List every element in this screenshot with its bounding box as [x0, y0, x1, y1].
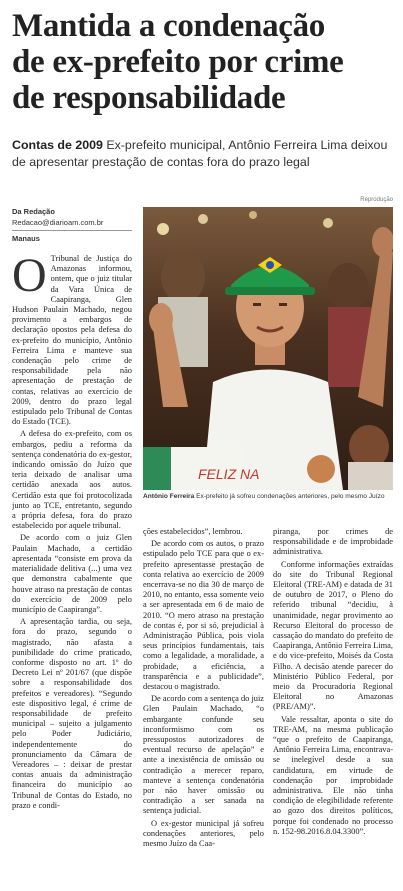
- caption-name: Antônio Ferreira: [143, 493, 195, 500]
- article-column-3: [273, 527, 393, 888]
- byline: [12, 206, 103, 228]
- paragraph: Tribunal de Justiça do Amazonas informou, ontem, que o juiz titular da Vara Única de Caapiranga, Glen Hudson Paulain Machado, negou provimento a embargos de declaração opostos pela defesa do ex-prefeito do município, Antônio Ferreira Lima e manteve sua condenação pelo crime de responsabilidade pela não apresentação de prestação de contas, relativas ao exercício de 2009, dentro do prazo legal estipulado pelo Tribunal de Contas do Estado (TCE).: [12, 254, 132, 427]
- photo-illustration: [143, 207, 393, 490]
- photo-credit: Reprodução: [360, 197, 393, 203]
- caption-text: Ex-prefeito já sofreu condenações anteriores, pelo mesmo Juízo: [194, 493, 385, 500]
- subheadline-text: Ex-prefeito municipal, Antônio Ferreira Lima deixou de apresentar prestação de contas fora do prazo legal: [12, 138, 388, 169]
- paragraph: A defesa do ex-prefeito, com os embargos, pediu a reforma da sentença condenatória do ex-gestor, indicando omissão do Juízo que teria deixado de analisar uma certidão anexada aos autos. Certidão esta que foi protocolizada junto ao TCE, entretanto, segundo a própria defesa, fora do prazo estabelecido por aquele tribunal.: [12, 429, 132, 531]
- headline-line-1: Mantida a condenação: [12, 8, 326, 44]
- news-photo: [143, 207, 393, 490]
- byline-author: Da Redação: [12, 207, 55, 216]
- section-label: Manaus: [12, 234, 40, 243]
- banner-text: FELIZ NA: [198, 466, 260, 482]
- paragraph: De acordo com os autos, o prazo estipulado pelo TCE para que o ex-prefeito apresentasse prestação de conta relativa ao exercício de 2009 encerrava-se no dia 30 de março de 2010, no entanto, essa somente veio a ser apresentada em 6 de maio de 2010. “O mero atraso na prestação de contas é, por si só, prejudicial à Administração Pública, pois viola seus princípios fundamentais, tais como a legalidade, a moralidade, a probidade, a eficiência, a transparência e a publicidade”, destacou o magistrado.: [143, 539, 264, 692]
- photo-caption: [143, 492, 395, 501]
- byline-divider: [12, 230, 132, 231]
- paragraph: O ex-gestor municipal já sofreu condenações anteriores, pelo mesmo Juízo da Caa-: [143, 818, 264, 849]
- drop-cap: O: [12, 254, 47, 302]
- paragraph: Conforme informações extraídas do site do Tribunal Regional Eleitoral (TRE-AM) e datada de 31 de outubro de 2017, o Pleno do referido tribunal “decidiu, à unanimidade, negar provimento ao Recurso Eleitoral do processo de cassação do mandato do prefeito de Caapiranga, Antônio Ferreira Lima, e do vice-prefeito, Moisés da Costa Filho. A decisão atende parecer do Ministério Público Federal, por meio da Procuradoria Regional Eleitoral no Amazonas (PRE/AM)”.: [273, 559, 393, 712]
- paragraph: ções estabelecidos”, lembrou.: [143, 527, 243, 536]
- paragraph: Vale ressaltar, aponta o site do TRE-AM, na mesma publicação “que o prefeito de Caapiranga, Antônio Ferreira Lima, encontrava-se inelegível desde a sua candidatura, em virtude de condenação por improbidade administrativa. Ele não tinha condição de elegibilidade referente ao gozo dos direitos políticos, porque foi condenado no processo n. 152-98.2016.8.04.3300”.: [273, 714, 393, 836]
- article-column-1: [12, 254, 132, 888]
- byline-email: Redacao@diarioam.com.br: [12, 218, 104, 227]
- headline-line-2: de ex-prefeito por crime: [12, 44, 344, 80]
- paragraph: De acordo com o juiz Glen Paulain Machado, a certidão apresentada “consiste em prova da materialidade delitiva (...) uma vez que demonstra cabalmente que houve atraso na prestação de contas do exercício de 2009 pelo município de Caapiranga”.: [12, 533, 132, 614]
- headline-line-3: de responsabilidade: [12, 80, 286, 116]
- paragraph: De acordo com a sentença do juiz Glen Paulain Machado, “o embargante confunde seu inconformismo com os pressupostos autorizadores de eventual recurso de apelação” e ante a inexistência de omissão ou contradição a merecer reparo, manteve a sentença condenatória por não haver omissão ou contradição a ser sanada na sentença judicial.: [143, 694, 264, 816]
- headline: [12, 8, 397, 116]
- subheadline-lead: Contas de 2009: [12, 138, 103, 152]
- paragraph: piranga, por crimes de responsabilidade e de improbidade administrativa.: [273, 527, 393, 557]
- paragraph: A apresentação tardia, ou seja, fora do prazo, segundo o magistrado, não afasta a punibilidade do crime praticado, conforme disposto no art. 1º do Decreto Lei nº 201/67 (que dispõe sobre a responsabilidade dos prefeitos e vereadores). “Segundo este dispositivo legal, é crime de responsabilidade de prefeito municipal – sujeito a julgamento pelo Poder Judiciário, independentemente do pronunciamento da Câmara de Vereadores – : deixar de prestar contas anuais da administração financeira do município ao Tribunal de Contas do Estado, no prazo e condi-: [12, 617, 132, 810]
- subheadline: [12, 137, 398, 171]
- article-column-2: [143, 527, 264, 888]
